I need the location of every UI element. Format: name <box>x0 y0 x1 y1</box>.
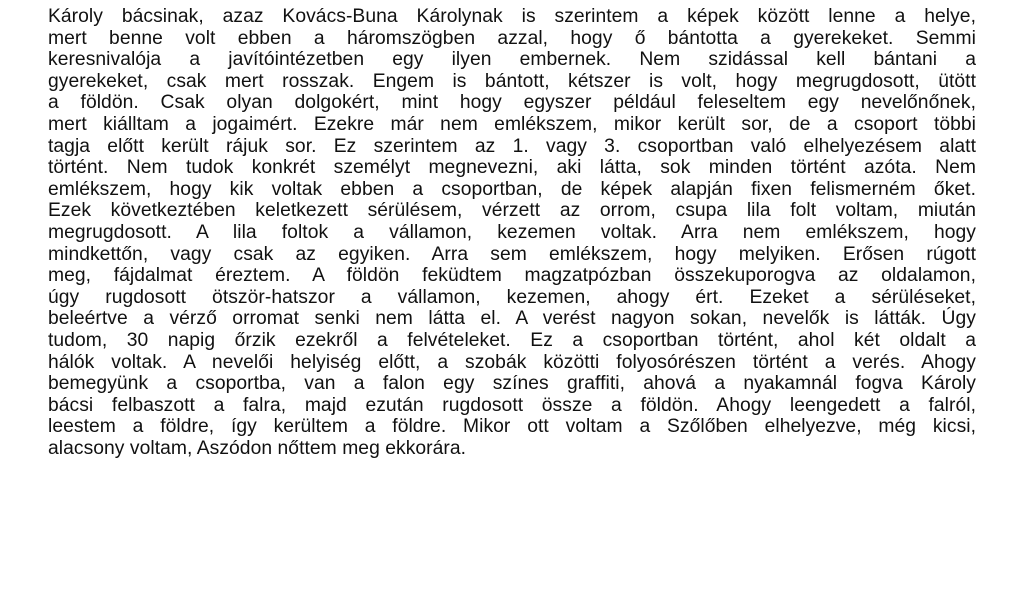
text-line: mert benne volt ebben a háromszögben azzal, hogy ő bántotta a gyerekeket. Semmi <box>48 27 976 49</box>
text-line: a földön. Csak olyan dolgokért, mint hogy egyszer például feleseltem egy nevelőnőnek, <box>48 92 976 114</box>
text-line: bemegyünk a csoportba, van a falon egy színes graffiti, ahová a nyakamnál fogva Károly <box>48 373 976 395</box>
text-line: bácsi felbaszott a falra, majd ezután rugdosott össze a földön. Ahogy leengedett a falról, <box>48 394 976 416</box>
text-line: tagja előtt került rájuk sor. Ez szerintem az 1. vagy 3. csoportban való elhelyezésem alatt <box>48 135 976 157</box>
testimony-paragraph <box>48 6 976 459</box>
text-line: gyerekeket, csak mert rosszak. Engem is bántott, kétszer is volt, hogy megrugdosott, ütött <box>48 70 976 92</box>
text-line: mindkettőn, vagy csak az egyiken. Arra sem emlékszem, hogy melyiken. Erősen rúgott <box>48 243 976 265</box>
text-line: Károly bácsinak, azaz Kovács-Buna Károlynak is szerintem a képek között lenne a helye, <box>48 6 976 27</box>
text-line: történt. Nem tudok konkrét személyt megnevezni, aki látta, sok minden történt azóta. Nem <box>48 157 976 179</box>
text-line: megrugdosott. A lila foltok a vállamon, kezemen voltak. Arra nem emlékszem, hogy <box>48 221 976 243</box>
text-line: tudom, 30 napig őrzik ezekről a felvételeket. Ez a csoportban történt, ahol két oldalt a <box>48 329 976 351</box>
text-line: mert kiálltam a jogaimért. Ezekre már nem emlékszem, mikor került sor, de a csoport többi <box>48 113 976 135</box>
text-line: emlékszem, hogy kik voltak ebben a csoportban, de képek alapján fixen felismerném őket. <box>48 178 976 200</box>
text-line: leestem a földre, így kerültem a földre. Mikor ott voltam a Szőlőben elhelyezve, még kicsi, <box>48 416 976 438</box>
text-line: meg, fájdalmat éreztem. A földön feküdtem magzatpózban összekuporogva az oldalamon, <box>48 265 976 287</box>
text-line: beleértve a vérző orromat senki nem látta el. A verést nagyon sokan, nevelők is látták. Úgy <box>48 308 976 330</box>
text-line: keresnivalója a javítóintézetben egy ilyen embernek. Nem szidással kell bántani a <box>48 49 976 71</box>
text-line: hálók voltak. A nevelői helyiség előtt, a szobák közötti folyosórészen történt a verés. Ahogy <box>48 351 976 373</box>
text-line: úgy rugdosott ötször-hatszor a vállamon, kezemen, ahogy ért. Ezeket a sérüléseket, <box>48 286 976 308</box>
text-line-last: alacsony voltam, Aszódon nőttem meg ekkorára. <box>48 437 467 459</box>
text-line: Ezek következtében keletkezett sérülésem, vérzett az orrom, csupa lila folt voltam, miután <box>48 200 976 222</box>
